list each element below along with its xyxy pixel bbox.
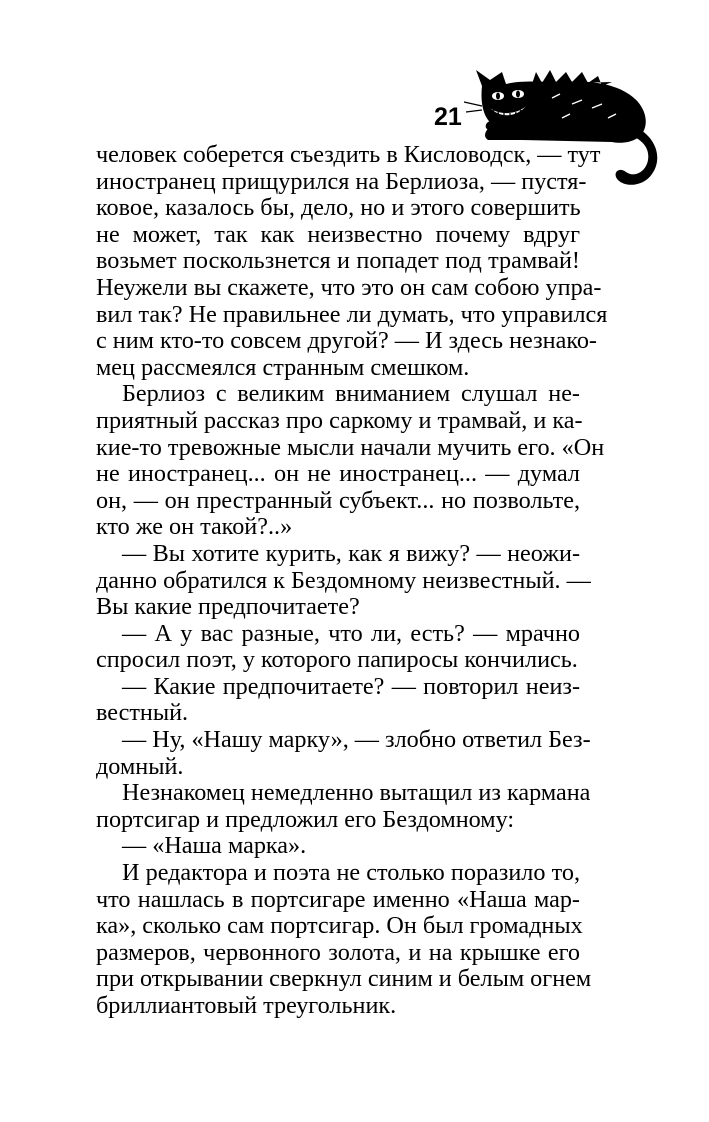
paragraph-5	[96, 674, 580, 727]
text-line: при открывании сверкнул синим и белым огнем	[96, 965, 592, 993]
text-line: портсигар и предложил его Бездомному:	[96, 805, 515, 833]
text-line: с ним кто-то совсем другой? — И здесь незнако-	[96, 327, 597, 355]
body-text	[96, 141, 608, 1020]
text-line: он, — он престранный субъект... но позвольте,	[96, 486, 580, 514]
text-line: Неужели вы скажете, что это он сам собою упра-	[96, 273, 602, 301]
text-line: кие-то тревожные мысли начали мучить его. «Он	[96, 433, 605, 461]
text-line: мец рассмеялся странным смешком.	[96, 353, 470, 381]
text-line: — Ну, «Нашу марку», — злобно ответил Без-	[122, 726, 591, 754]
text-line: — Вы хотите курить, как я вижу? — неожи-	[122, 539, 580, 567]
text-line: возьмет поскользнется и попадет под трамвай!	[96, 247, 580, 275]
paragraph-1	[96, 141, 608, 381]
text-line: вестный.	[96, 699, 189, 727]
paragraph-2	[96, 380, 605, 541]
text-line: что нашлась в портсигаре именно «Наша мар-	[96, 885, 580, 913]
text-line: размеров, червонного золота, и на крышке его	[96, 938, 580, 966]
text-line: И редактора и поэта не столько поразило то,	[122, 859, 580, 887]
paragraph-4	[96, 621, 580, 674]
text-line: иностранец прищурился на Берлиоза, — пустя-	[96, 167, 587, 195]
text-line: домный.	[96, 752, 184, 780]
paragraph-9	[96, 859, 592, 1020]
text-line: данно обратился к Бездомному неизвестный. —	[96, 566, 591, 594]
text-line: ковое, казалось бы, дело, но и этого совершить	[96, 194, 581, 222]
text-line: Вы какие предпочитаете?	[96, 593, 360, 621]
text-line: кто же он такой?..»	[96, 513, 293, 541]
text-line: Берлиоз с великим вниманием слушал не-	[122, 380, 580, 408]
paragraph-7	[96, 779, 591, 833]
text-line: не иностранец... он не иностранец... — думал	[96, 460, 580, 488]
text-line: вил так? Не правильнее ли думать, что управился	[96, 300, 608, 328]
text-line: приятный рассказ про саркому и трамвай, и ка-	[96, 406, 583, 434]
paragraph-6	[96, 726, 591, 780]
text-line: человек соберется съездить в Кисловодск, — тут	[96, 141, 601, 168]
paragraph-3	[96, 539, 591, 621]
text-line: бриллиантовый треугольник.	[96, 992, 397, 1019]
text-line: — Какие предпочитаете? — повторил неиз-	[122, 672, 580, 700]
text-line: Незнакомец немедленно вытащил из кармана	[122, 779, 591, 807]
text-line: ка», сколько сам портсигар. Он был громадных	[96, 912, 583, 940]
text-line: — А у вас разные, что ли, есть? — мрачно	[122, 619, 580, 647]
text-line: — «Наша марка».	[122, 832, 307, 860]
text-line: спросил поэт, у которого папиросы кончились.	[96, 646, 578, 674]
page-number: 21	[434, 103, 462, 131]
text-line: не может, так как неизвестно почему вдруг	[96, 220, 580, 248]
paragraph-8	[96, 833, 580, 860]
